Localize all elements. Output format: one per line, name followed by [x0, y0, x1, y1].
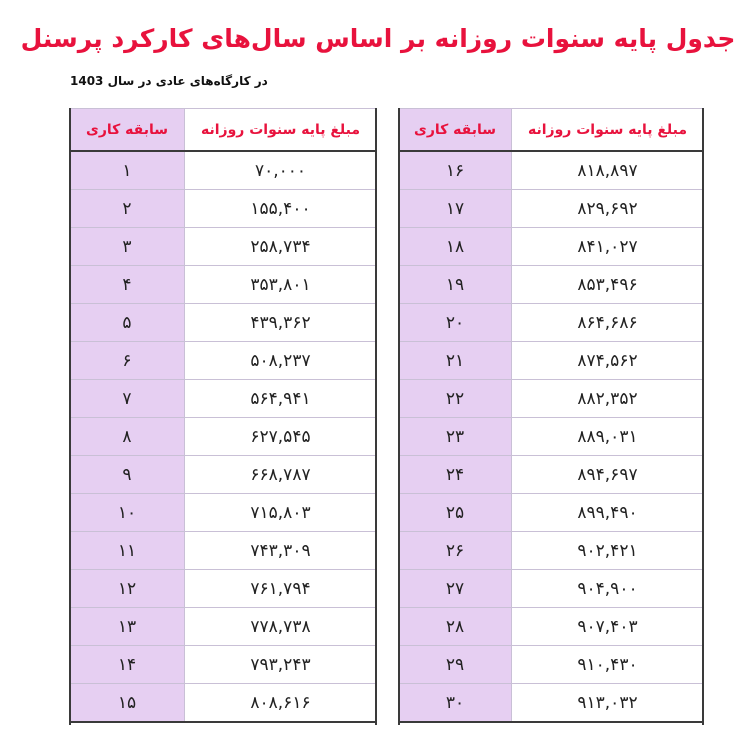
experience-cell: ۲۱	[399, 342, 512, 380]
severance-table-left	[69, 108, 377, 723]
experience-cell: ۲۸	[399, 608, 512, 646]
experience-cell: ۲۰	[399, 304, 512, 342]
page-subtitle: در کارگاه‌های عادی در سال 1403	[70, 74, 268, 88]
experience-cell: ۲۲	[399, 380, 512, 418]
table-header-row	[70, 109, 377, 152]
header-experience: سابقه کاری	[399, 109, 512, 152]
table-right-right-edge	[702, 108, 704, 725]
amount-cell: ۸۲۹,۶۹۲	[512, 190, 704, 228]
amount-cell: ۹۰۷,۴۰۳	[512, 608, 704, 646]
table-row	[399, 342, 704, 380]
experience-cell: ۱	[70, 151, 185, 190]
experience-cell: ۱۱	[70, 532, 185, 570]
table-row	[399, 570, 704, 608]
table-row	[399, 228, 704, 266]
table-left-right-edge	[375, 108, 377, 725]
experience-cell: ۱۶	[399, 151, 512, 190]
experience-cell: ۲۵	[399, 494, 512, 532]
amount-cell: ۷۱۵,۸۰۳	[185, 494, 377, 532]
table-row	[399, 456, 704, 494]
experience-cell: ۱۳	[70, 608, 185, 646]
header-amount: مبلغ پایه سنوات روزانه	[512, 109, 704, 152]
header-experience: سابقه کاری	[70, 109, 185, 152]
amount-cell: ۷۴۳,۳۰۹	[185, 532, 377, 570]
experience-cell: ۱۲	[70, 570, 185, 608]
amount-cell: ۷۷۸,۷۳۸	[185, 608, 377, 646]
table-row	[399, 494, 704, 532]
experience-cell: ۷	[70, 380, 185, 418]
amount-cell: ۷۶۱,۷۹۴	[185, 570, 377, 608]
amount-cell: ۲۵۸,۷۳۴	[185, 228, 377, 266]
experience-cell: ۱۸	[399, 228, 512, 266]
experience-cell: ۸	[70, 418, 185, 456]
experience-cell: ۵	[70, 304, 185, 342]
experience-cell: ۲۹	[399, 646, 512, 684]
amount-cell: ۹۱۰,۴۳۰	[512, 646, 704, 684]
amount-cell: ۹۰۴,۹۰۰	[512, 570, 704, 608]
amount-cell: ۶۶۸,۷۸۷	[185, 456, 377, 494]
amount-cell: ۵۰۸,۲۳۷	[185, 342, 377, 380]
table-row	[399, 266, 704, 304]
amount-cell: ۸۹۹,۴۹۰	[512, 494, 704, 532]
experience-cell: ۳	[70, 228, 185, 266]
table-row	[70, 304, 377, 342]
amount-cell: ۸۸۲,۳۵۲	[512, 380, 704, 418]
experience-cell: ۲۴	[399, 456, 512, 494]
severance-table-right	[398, 108, 704, 723]
table-row	[399, 646, 704, 684]
table-row	[70, 266, 377, 304]
table-row	[399, 190, 704, 228]
amount-cell: ۸۷۴,۵۶۲	[512, 342, 704, 380]
amount-cell: ۹۱۳,۰۳۲	[512, 684, 704, 723]
table-right-edge	[398, 108, 400, 725]
amount-cell: ۵۶۴,۹۴۱	[185, 380, 377, 418]
amount-cell: ۷۹۳,۲۴۳	[185, 646, 377, 684]
table-row	[399, 684, 704, 723]
amount-cell: ۸۵۳,۴۹۶	[512, 266, 704, 304]
amount-cell: ۶۲۷,۵۴۵	[185, 418, 377, 456]
table-row	[70, 608, 377, 646]
header-amount: مبلغ پایه سنوات روزانه	[185, 109, 377, 152]
experience-cell: ۱۹	[399, 266, 512, 304]
table-row	[399, 151, 704, 190]
experience-cell: ۲۳	[399, 418, 512, 456]
experience-cell: ۲۷	[399, 570, 512, 608]
table-row	[70, 190, 377, 228]
experience-cell: ۱۷	[399, 190, 512, 228]
amount-cell: ۳۵۳,۸۰۱	[185, 266, 377, 304]
amount-cell: ۷۰,۰۰۰	[185, 151, 377, 190]
page-title: جدول پایه سنوات روزانه بر اساس سال‌های کارکرد پرسنل	[20, 24, 736, 53]
table-row	[70, 456, 377, 494]
experience-cell: ۳۰	[399, 684, 512, 723]
amount-cell: ۸۶۴,۶۸۶	[512, 304, 704, 342]
experience-cell: ۱۴	[70, 646, 185, 684]
amount-cell: ۸۰۸,۶۱۶	[185, 684, 377, 723]
table-row	[70, 532, 377, 570]
table-row	[70, 494, 377, 532]
amount-cell: ۹۰۲,۴۲۱	[512, 532, 704, 570]
table-row	[70, 570, 377, 608]
amount-cell: ۱۵۵,۴۰۰	[185, 190, 377, 228]
experience-cell: ۲۶	[399, 532, 512, 570]
table-row	[70, 228, 377, 266]
table-row	[70, 342, 377, 380]
table-row	[399, 304, 704, 342]
table-row	[70, 380, 377, 418]
amount-cell: ۸۸۹,۰۳۱	[512, 418, 704, 456]
table-row	[70, 151, 377, 190]
table-header-row	[399, 109, 704, 152]
amount-cell: ۸۱۸,۸۹۷	[512, 151, 704, 190]
table-left-edge	[69, 108, 71, 725]
table-row	[399, 380, 704, 418]
table-row	[70, 684, 377, 723]
experience-cell: ۲	[70, 190, 185, 228]
experience-cell: ۴	[70, 266, 185, 304]
amount-cell: ۴۳۹,۳۶۲	[185, 304, 377, 342]
experience-cell: ۹	[70, 456, 185, 494]
amount-cell: ۸۴۱,۰۲۷	[512, 228, 704, 266]
table-row	[70, 646, 377, 684]
experience-cell: ۶	[70, 342, 185, 380]
experience-cell: ۱۵	[70, 684, 185, 723]
table-row	[70, 418, 377, 456]
table-row	[399, 418, 704, 456]
table-row	[399, 608, 704, 646]
experience-cell: ۱۰	[70, 494, 185, 532]
table-row	[399, 532, 704, 570]
amount-cell: ۸۹۴,۶۹۷	[512, 456, 704, 494]
